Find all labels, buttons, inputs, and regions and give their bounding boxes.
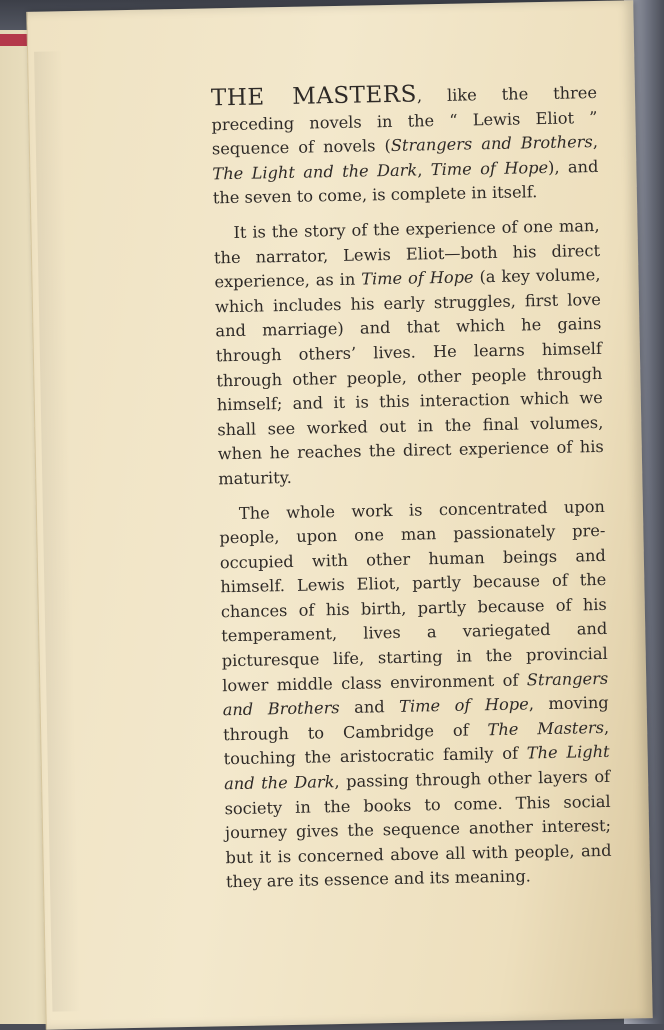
paragraph-3: [219, 494, 612, 895]
p3-text-3: , moving through to Cambridge of: [223, 693, 609, 745]
p2-text-1: It is the story of the experience of one man, the narrator, Lewis Eliot—both his direct experience, as in: [213, 215, 601, 292]
blurb-text: [211, 79, 613, 905]
p1-italic-2: The Light and the Dark: [212, 160, 418, 184]
p3-text-5: , passing through other layers of society in the books to come. This social journey gives the sequence another interest; but it is concerned above all with people, and they are its essence and its meaning.: [224, 766, 612, 892]
p3-text-1: The whole work is concentrated upon people, upon one man passionately pre-occupied with other human beings and himself. Lewis Eliot, partly because of the chances of his birth, partly because of his temperament, lives a variegated and picturesque life, starting in the provincial lower middle class environment of: [219, 496, 608, 695]
p1-italic-1: Strangers and Brothers: [390, 132, 593, 156]
p3-italic-1: Strangers and Brothers: [222, 668, 609, 720]
p3-text-2: and: [339, 697, 400, 718]
p3-italic-4: The Light and the Dark: [223, 742, 610, 794]
p1-text-3: ,: [417, 159, 431, 180]
p1-text-4: ), and the seven to come, is complete in itself.: [212, 156, 599, 208]
paragraph-1: [211, 79, 599, 211]
book-title: THE MASTERS: [210, 81, 418, 112]
p2-italic-1: Time of Hope: [361, 267, 474, 289]
p1-text-1: , like the three preceding novels in the “ Lewis Eliot ” sequence of novels (: [211, 82, 598, 159]
p3-text-4: , touching the aristocratic family of: [223, 717, 610, 769]
p2-text-2: (a key volume, which includes his early struggles, first love and marriage) and that which he gains through others’ lives. He learns himself through other people, other people through himself; and it is this interaction which we shall see worked out in the final volumes, when he reaches the direct experience of his maturity.: [214, 265, 604, 489]
p3-italic-3: The Masters: [487, 717, 605, 740]
p1-italic-3: Time of Hope: [430, 157, 549, 179]
paragraph-2: [213, 214, 604, 492]
p3-italic-2: Time of Hope: [399, 694, 529, 717]
jacket-flap-page: [26, 0, 652, 1029]
p1-text-2: ,: [592, 132, 599, 152]
